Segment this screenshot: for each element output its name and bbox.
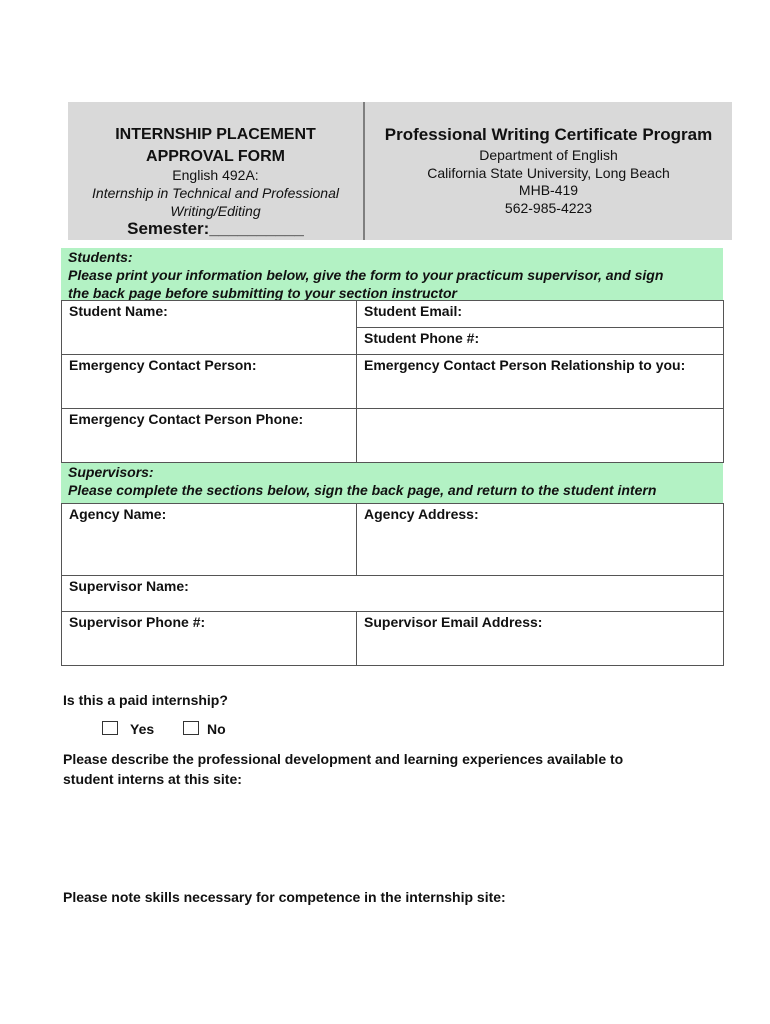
supervisors-heading: Supervisors: xyxy=(68,464,154,480)
no-label: No xyxy=(207,721,226,737)
emergency-contact-label: Emergency Contact Person: xyxy=(69,357,257,373)
students-heading: Students: xyxy=(68,249,133,265)
student-email-field[interactable] xyxy=(356,300,724,328)
skills-question: Please note skills necessary for competence in the internship site: xyxy=(63,889,506,905)
program-title: Professional Writing Certificate Program xyxy=(384,125,713,144)
form-header xyxy=(68,102,732,240)
describe-question-line2: student interns at this site: xyxy=(63,771,242,787)
student-name-field[interactable] xyxy=(61,300,357,355)
supervisor-email-label: Supervisor Email Address: xyxy=(364,614,543,630)
student-phone-field[interactable] xyxy=(356,327,724,355)
header-left-panel xyxy=(68,102,363,240)
emergency-phone-label: Emergency Contact Person Phone: xyxy=(69,411,304,427)
form-title-line2: APPROVAL FORM xyxy=(146,148,285,165)
students-instruction-band xyxy=(61,248,723,300)
agency-name-field[interactable] xyxy=(61,503,357,576)
students-instruction-line2: the back page before submitting to your section instructor xyxy=(68,285,457,301)
office-phone: 562-985-4223 xyxy=(504,200,593,216)
no-checkbox[interactable] xyxy=(183,721,199,735)
university: California State University, Long Beach xyxy=(427,165,670,181)
emergency-contact-field[interactable] xyxy=(61,354,357,409)
supervisor-name-field[interactable] xyxy=(61,575,724,612)
supervisor-phone-field[interactable] xyxy=(61,611,357,666)
emergency-relationship-label: Emergency Contact Person Relationship to you: xyxy=(364,357,686,373)
student-phone-label: Student Phone #: xyxy=(364,330,480,346)
agency-address-field[interactable] xyxy=(356,503,724,576)
student-name-label: Student Name: xyxy=(69,303,168,319)
form-title xyxy=(68,124,363,168)
department: Department of English xyxy=(479,147,618,163)
describe-question-line1: Please describe the professional development and learning experiences available to xyxy=(63,751,624,767)
header-right-panel xyxy=(365,102,732,240)
supervisors-instruction: Please complete the sections below, sign the back page, and return to the student intern xyxy=(68,482,657,498)
emergency-relationship-field[interactable] xyxy=(356,354,724,409)
students-instruction-line1: Please print your information below, give the form to your practicum supervisor, and sign xyxy=(68,267,664,283)
semester-field: Semester:__________ xyxy=(127,219,304,238)
emergency-phone-field[interactable] xyxy=(61,408,357,463)
yes-label: Yes xyxy=(130,721,155,737)
agency-name-label: Agency Name: xyxy=(69,506,167,522)
office-location: MHB-419 xyxy=(518,182,579,198)
yes-checkbox[interactable] xyxy=(102,721,118,735)
agency-address-label: Agency Address: xyxy=(364,506,479,522)
course-code: English 492A: xyxy=(172,167,259,183)
form-title-line1: INTERNSHIP PLACEMENT xyxy=(115,126,316,143)
student-email-label: Student Email: xyxy=(364,303,463,319)
supervisor-name-label: Supervisor Name: xyxy=(69,578,189,594)
paid-internship-question: Is this a paid internship? xyxy=(63,692,228,708)
emergency-phone-value-field[interactable] xyxy=(356,408,724,463)
course-description: Internship in Technical and Professional Writing/Editing xyxy=(92,185,339,219)
supervisor-phone-label: Supervisor Phone #: xyxy=(69,614,206,630)
supervisor-email-field[interactable] xyxy=(356,611,724,666)
supervisors-instruction-band xyxy=(61,463,723,503)
